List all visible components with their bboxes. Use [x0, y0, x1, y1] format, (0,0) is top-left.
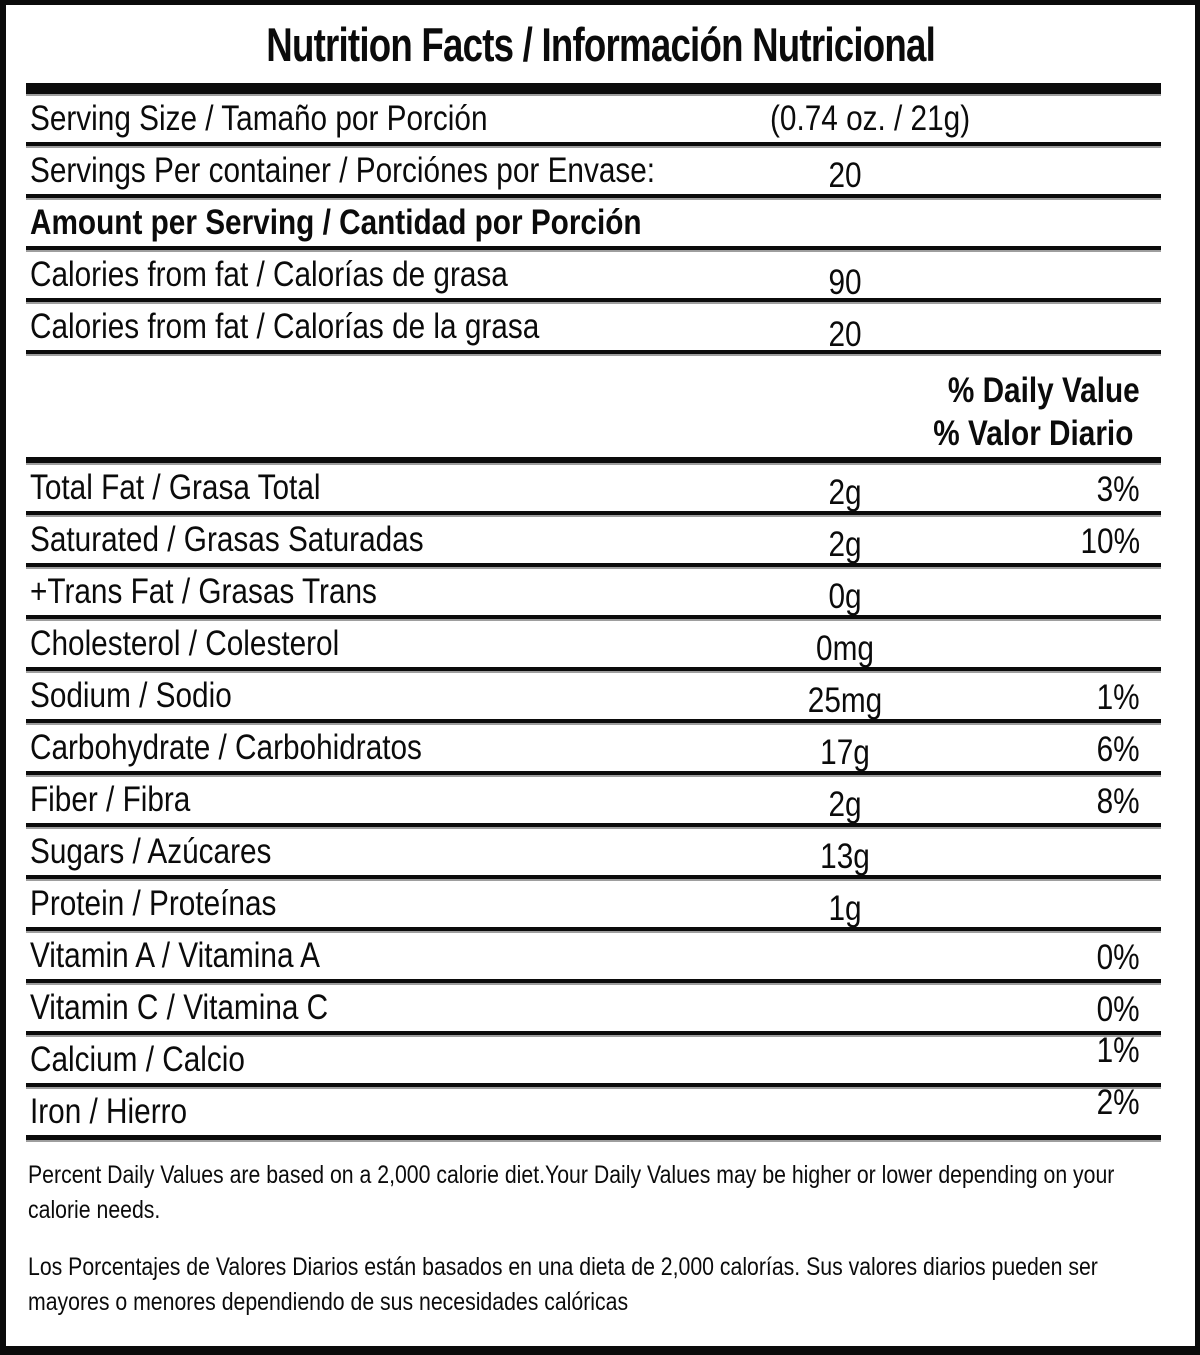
row-serving-size [6, 96, 1195, 142]
row-divider [26, 246, 1161, 250]
nutrient-row-carbohydrate [6, 725, 1195, 771]
daily-value-label-en: % Daily Value [948, 371, 1140, 410]
calories-from-fat-label: Calories from fat / Calorías de la grasa [30, 307, 540, 346]
row-servings-per-container [6, 148, 1195, 194]
nutrient-daily-value: 2% [1096, 1083, 1140, 1122]
nutrient-daily-value: 0% [1096, 990, 1140, 1029]
page-title: Nutrition Facts / Información Nutricional [266, 17, 935, 71]
nutrient-daily-value: 10% [1080, 522, 1140, 561]
daily-value-header [6, 356, 1195, 457]
nutrient-amount: 13g [820, 837, 870, 876]
nutrient-row-fiber [6, 777, 1195, 823]
calories-from-fat-value: 20 [828, 315, 862, 354]
row-divider [26, 1083, 1161, 1087]
nutrient-label: Iron / Hierro [30, 1092, 188, 1131]
nutrient-label: Fiber / Fibra [30, 780, 191, 819]
calories-label: Calories from fat / Calorías de grasa [30, 255, 508, 294]
row-amount-per-serving [6, 200, 1195, 246]
nutrient-label: Sodium / Sodio [30, 676, 232, 715]
title-divider-bar [26, 83, 1161, 94]
nutrient-row-saturated-fat [6, 517, 1195, 563]
row-calories-from-fat [6, 304, 1195, 354]
row-divider [26, 719, 1161, 723]
nutrient-amount: 0g [828, 577, 862, 616]
nutrient-amount: 25mg [807, 681, 883, 720]
table-bottom-rule [26, 1135, 1161, 1140]
nutrient-amount: 2g [828, 473, 862, 512]
nutrient-label: Sugars / Azúcares [30, 832, 272, 871]
nutrient-row-trans-fat [6, 569, 1195, 615]
serving-size-label: Serving Size / Tamaño por Porción [30, 99, 488, 138]
row-divider [26, 979, 1161, 983]
row-divider [26, 771, 1161, 775]
daily-value-label-es: % Valor Diario [932, 414, 1133, 453]
nutrient-label: Total Fat / Grasa Total [30, 468, 321, 507]
row-divider [26, 927, 1161, 931]
footnote-english: Percent Daily Values are based on a 2,000 calorie diet.Your Daily Values may be higher or lower depending on your calorie needs. [28, 1161, 1115, 1224]
row-divider [26, 511, 1161, 515]
footnote-spanish: Los Porcentajes de Valores Diarios están basados en una dieta de 2,000 calorías. Sus valores diarios pueden ser mayores o menores dependiendo de sus necesidades calóricas [28, 1253, 1098, 1316]
row-divider [26, 1031, 1161, 1035]
row-divider [26, 615, 1161, 619]
row-divider [26, 194, 1161, 198]
nutrient-label: Calcium / Calcio [30, 1040, 245, 1079]
label-header [6, 5, 1195, 83]
nutrient-amount: 17g [820, 733, 870, 772]
amount-per-serving-label: Amount per Serving / Cantidad por Porción [30, 203, 642, 242]
nutrient-amount: 1g [828, 889, 862, 928]
nutrient-row-cholesterol [6, 621, 1195, 667]
servings-per-container-value: 20 [828, 156, 862, 195]
nutrient-label: Cholesterol / Colesterol [30, 624, 340, 663]
nutrient-daily-value: 6% [1096, 730, 1140, 769]
nutrient-daily-value: 3% [1096, 470, 1140, 509]
nutrient-row-vitamin-a [6, 933, 1195, 979]
nutrient-amount: 2g [828, 785, 862, 824]
row-divider [26, 142, 1161, 146]
nutrient-daily-value: 1% [1096, 1031, 1140, 1070]
row-divider [26, 350, 1161, 354]
nutrient-label: Carbohydrate / Carbohidratos [30, 728, 422, 767]
row-divider [26, 875, 1161, 879]
nutrient-daily-value: 8% [1096, 782, 1140, 821]
daily-value-header-es [6, 414, 1195, 457]
nutrient-label: Protein / Proteínas [30, 884, 277, 923]
serving-size-value: (0.74 oz. / 21g) [770, 99, 971, 138]
row-divider [26, 667, 1161, 671]
row-calories [6, 252, 1195, 302]
servings-per-container-label: Servings Per container / Porciónes por Envase: [30, 151, 656, 190]
section-divider [26, 457, 1161, 463]
nutrient-row-sugars [6, 829, 1195, 875]
nutrient-daily-value: 1% [1096, 678, 1140, 717]
nutrient-label: Vitamin A / Vitamina A [30, 936, 320, 975]
nutrient-amount: 0mg [816, 629, 874, 668]
nutrient-row-vitamin-c [6, 985, 1195, 1031]
daily-value-header-en [6, 368, 1195, 414]
nutrient-daily-value: 0% [1096, 938, 1140, 977]
nutrient-label: Saturated / Grasas Saturadas [30, 520, 424, 559]
nutrient-row-total-fat [6, 465, 1195, 511]
nutrient-label: Vitamin C / Vitamina C [30, 988, 329, 1027]
calories-value: 90 [828, 263, 862, 302]
row-divider [26, 298, 1161, 302]
row-divider [26, 823, 1161, 827]
nutrient-row-protein [6, 881, 1195, 927]
nutrient-label: +Trans Fat / Grasas Trans [30, 572, 377, 611]
nutrient-row-calcium [6, 1031, 1195, 1083]
nutrient-amount: 2g [828, 525, 862, 564]
nutrient-row-iron [6, 1083, 1195, 1135]
nutrient-row-sodium [6, 673, 1195, 719]
row-divider [26, 563, 1161, 567]
